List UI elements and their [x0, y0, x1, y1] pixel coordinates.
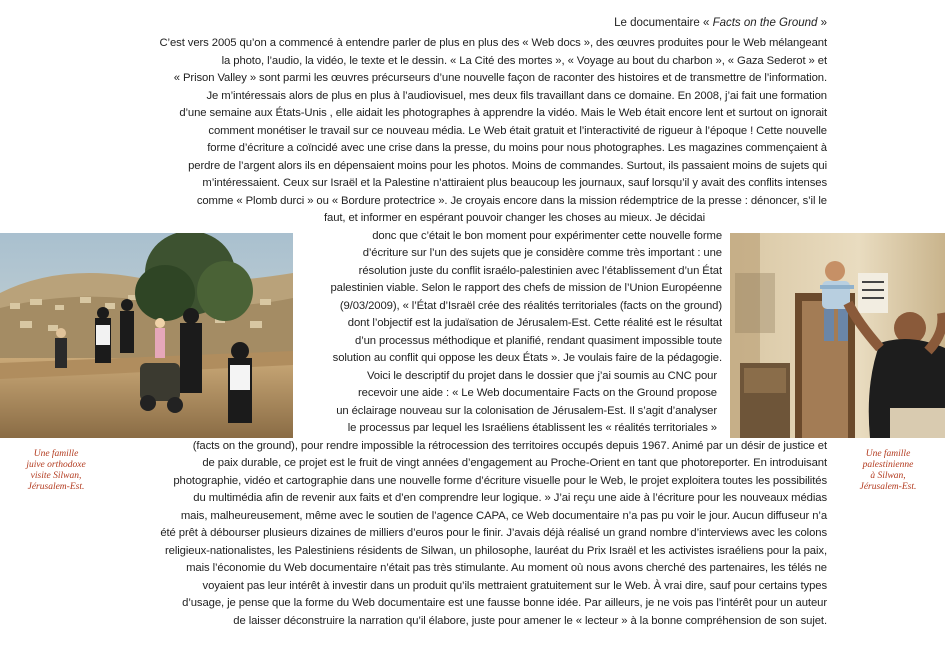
body-line: de paix durable, ce projet est le fruit de vingt années d’engagement au Proche-Orient en tant que photoreporter. En introduisant [202, 457, 827, 469]
body-line: perdre de l’argent alors ils en dépensaient moins pour les photos. Moins de commandes. Surtout, ils passaient moins de sujets qui [188, 159, 827, 172]
body-line: d’écriture sur l’un des sujets que je considère comme très important : une [362, 247, 722, 259]
body-line: donc que c’était le bon moment pour expérimenter cette nouvelle forme [372, 229, 722, 242]
photo-orthodox-family [0, 233, 293, 438]
body-line: de laisser déconstruire la narration qu’il élabore, juste pour amener le « lecteur » à la bonne compréhension de son sujet. [233, 614, 827, 627]
body-line: religieux-nationalistes, les Palestiniens résidents de Silwan, un philosophe, lauréat du Prix Israël et les activistes israéliens pour la paix, [165, 544, 827, 557]
caption-left-line: visite Silwan, [30, 471, 82, 481]
body-line: photographie, vidéo et cartographie dans une nouvelle forme d’écriture visuelle pour le Web, le projet exploitera toutes les possibilités [173, 474, 827, 487]
caption-left-line: Jérusalem-Est. [27, 482, 85, 492]
body-line: Je m’intéressais alors de plus en plus à l’audiovisuel, mes deux fils travaillant dans ce domaine. En 2008, j’ai fait une formation [206, 89, 827, 102]
photo-palestinian-family [730, 233, 945, 438]
caption-right-line: à Silwan, [870, 471, 906, 481]
article-title: Le documentaire « Facts on the Ground » [614, 17, 827, 29]
body-line: un éclairage nouveau sur la colonisation de Jérusalem-Est. Il s’agit d’analyser [336, 404, 717, 417]
body-line: d’une semaine aux États-Unis , elle aidait les photographes à apprendre la vidéo. Mais le Web était encore lent et surtout on ignorait [179, 107, 827, 119]
body-line: m’intéressaient. Ceux sur Israël et la Palestine n’attiraient plus beaucoup les journaux, sauf lorsqu’il y avait des conflits intenses [202, 177, 827, 189]
body-line: (9/03/2009), « l’État d’Israël crée des réalités territoriales (facts on the ground) [339, 299, 722, 312]
caption-right [852, 449, 924, 493]
body-line: été prêt à débourser plusieurs dizaines de milliers d’euros pour le finir. J’avais déjà réalisé un grand nombre d’interviews avec les colons [160, 527, 827, 539]
body-line: résolution juste du conflit israélo-palestinien avec l’établissement d’un État [358, 264, 722, 277]
caption-right-line: Jérusalem-Est. [859, 482, 917, 492]
body-line: du multimédia afin de revenir aux faits et d’en comprendre leur logique. » J’ai reçu une aide à l’écriture pour les nouveaux médias [193, 492, 827, 504]
body-line: faut, et informer en espérant pouvoir changer les choses au mieux. Je décidai [323, 212, 705, 224]
body-line: voyaient pas leur intérêt à investir dans un produit qu’ils mettraient gratuitement sur le Web. À vrai dire, sauf pour certains types [202, 579, 827, 592]
body-line: forme d’écriture a coïncidé avec une crise dans la presse, du moins pour nous photographes. Les magazines commençaient à [207, 142, 827, 154]
body-line: comme « Plomb durci » ou « Bordure protectrice ». Je croyais encore dans la mission rédemptrice de la presse : dénoncer, s’il le [196, 194, 827, 207]
body-line: C’est vers 2005 qu’on a commencé à entendre parler de plus en plus des « Web docs », des œuvres produites pour le Web mélangeant [159, 37, 827, 49]
caption-right-line: Une famille [865, 449, 911, 459]
body-line: Voici le descriptif du projet dans le dossier que j’ai soumis au CNC pour [367, 369, 717, 382]
body-line: le processus par lequel les Israéliens établissent les « réalités territoriales » [347, 422, 717, 434]
body-line: « Prison Valley » sont parmi les œuvres précurseurs d’une nouvelle façon de raconter des histoires et de transmettre de l’information. [173, 72, 827, 84]
caption-left-line: juive orthodoxe [26, 460, 86, 470]
body-line: comment monétiser le travail sur ce nouveau média. Le Web était gratuit et l’interactivité de rigueur à l’époque ! Cette nouvelle [208, 124, 827, 137]
body-line: recevoir une aide : « Le Web documentaire Facts on the Ground propose [357, 387, 717, 399]
body-line: palestinien viable. Selon le rapport des chefs de mission de l’Union Européenne [330, 282, 722, 294]
body-line: d’un processus méthodique et planifié, rendant quasiment impossible toute [355, 334, 722, 347]
body-line: d’usage, je pense que la forme du Web documentaire est une fausse bonne idée. Par ailleurs, je ne vois pas l’intérêt pour un auteur [182, 597, 827, 609]
body-line: dont l’objectif est la judaïsation de Jérusalem-Est. Cette réalité est le résultat [347, 317, 722, 329]
body-line: (facts on the ground), pour rendre impossible la rétrocession des territoires occupés depuis 1967. Animé par un désir de justice et [192, 439, 827, 452]
body-line: mais, malheureusement, même avec le soutien de l’agence CAPA, ce Web documentaire n’a pas pu voir le jour. Aucun diffuseur n’a [180, 509, 827, 522]
body-line: la photo, l’audio, la vidéo, le texte et le dessin. « La Cité des mortes », « Voyage au bout du charbon », « Gaza Sederot » et [221, 54, 827, 67]
caption-right-line: palestinienne [862, 460, 914, 470]
body-line: solution au conflit qui oppose les deux États ». Je voulais faire de la pédagogie. [332, 352, 722, 364]
body-line: mais l’économie du Web documentaire n’était pas très stimulante. Au moment où nous avons cherché des partenaires, les télés ne [186, 562, 827, 574]
caption-left [20, 449, 92, 493]
caption-left-line: Une famille [33, 449, 79, 459]
